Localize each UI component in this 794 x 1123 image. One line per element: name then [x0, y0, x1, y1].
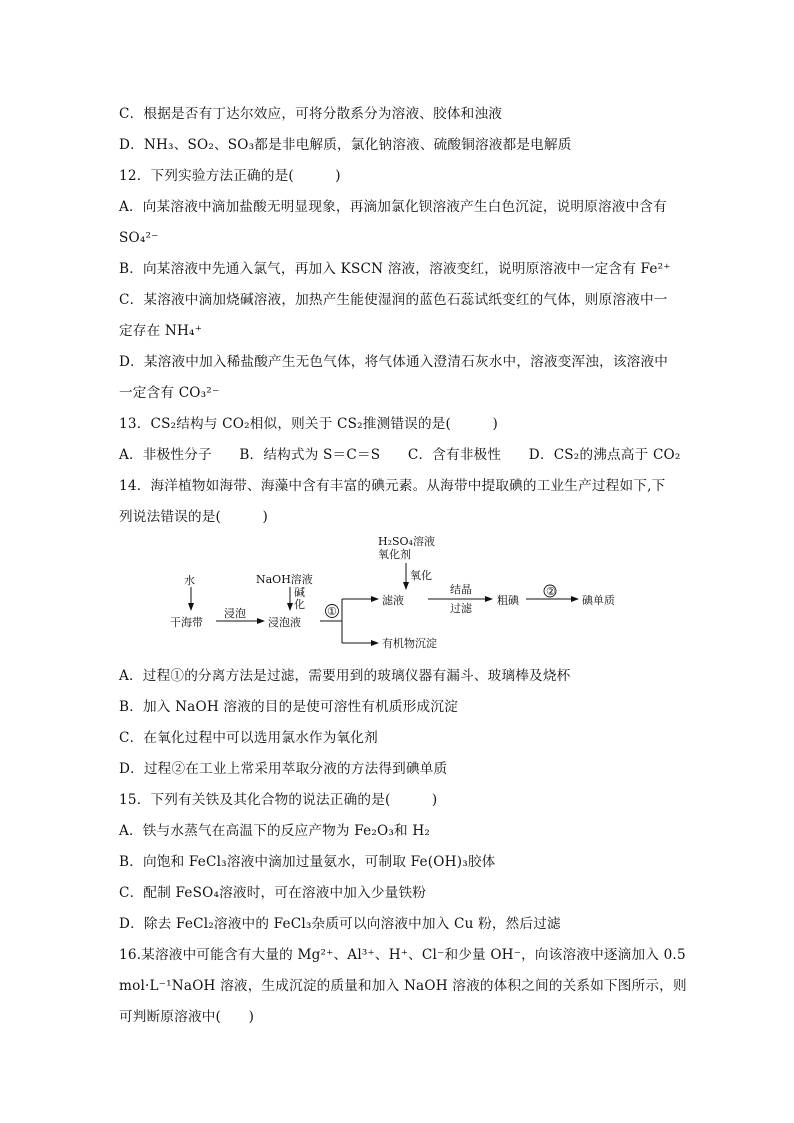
label-h2so4: H₂SO₄溶液 [378, 535, 435, 548]
label-step1: ① [327, 605, 337, 618]
option-12a: A．向某溶液中滴加盐酸无明显现象，再滴加氯化钡溶液产生白色沉淀，说明原溶液中含有 [119, 199, 667, 215]
label-step2: ② [546, 585, 556, 598]
option-12c: C．某溶液中滴加烧碱溶液，加热产生能使湿润的蓝色石蕊试纸变红的气体，则原溶液中一 [119, 292, 668, 308]
question-14: 14．海洋植物如海带、海藻中含有丰富的碘元素。从海带中提取碘的工业生产过程如下,下 [119, 478, 666, 494]
label-alkali-1: 碱 [294, 586, 305, 599]
option-14d: D．过程②在工业上常采用萃取分液的方法得到碘单质 [119, 761, 448, 777]
label-water: 水 [184, 574, 195, 587]
option-14b: B．加入 NaOH 溶液的目的是使可溶性有机质形成沉淀 [119, 699, 458, 715]
iodine-extraction-flow-diagram [160, 533, 640, 655]
question-15: 15．下列有关铁及其化合物的说法正确的是( ) [119, 792, 438, 808]
label-crystal: 结晶 [450, 583, 472, 596]
label-naoh: NaOH溶液 [256, 573, 313, 586]
options-13: A．非极性分子 B．结构式为 S＝C＝S C．含有非极性 D．CS₂的沸点高于 CO₂ [119, 447, 681, 463]
label-oxidant: 氧化剂 [378, 548, 411, 561]
label-soak-liquid: 浸泡液 [268, 616, 301, 629]
option-12d: D．某溶液中加入稀盐酸产生无色气体，将气体通入澄清石灰水中，溶液变浑浊，该溶液中 [119, 354, 669, 370]
option-12a-cont: SO₄²⁻ [119, 230, 159, 246]
option-15a: A．铁与水蒸气在高温下的反应产物为 Fe₂O₃和 H₂ [119, 823, 431, 839]
option-11d: D．NH₃、SO₂、SO₃都是非电解质，氯化钠溶液、硫酸铜溶液都是电解质 [119, 137, 572, 153]
label-filtrate: 滤液 [382, 594, 404, 607]
option-15c: C．配制 FeSO₄溶液时，可在溶液中加入少量铁粉 [119, 885, 427, 901]
option-15d: D．除去 FeCl₂溶液中的 FeCl₃杂质可以向溶液中加入 Cu 粉，然后过滤 [119, 916, 561, 932]
option-14a: A．过程①的分离方法是过滤，需要用到的玻璃仪器有漏斗、玻璃棒及烧杯 [119, 668, 571, 684]
question-12: 12．下列实验方法正确的是( ) [119, 168, 341, 184]
label-organic: 有机物沉淀 [382, 637, 437, 650]
question-16: 16.某溶液中可能含有大量的 Mg²⁺、Al³⁺、H⁺、Cl⁻和少量 OH⁻，向该溶液中逐滴加入 0.5 [119, 947, 686, 963]
label-alkali-2: 化 [294, 598, 305, 611]
option-12b: B．向某溶液中先通入氯气，再加入 KSCN 溶液，溶液变红，说明原溶液中一定含有 Fe²⁺ [119, 261, 671, 277]
label-iodine: 碘单质 [582, 594, 615, 607]
option-12d-cont: 一定含有 CO₃²⁻ [119, 385, 220, 401]
option-15b: B．向饱和 FeCl₃溶液中滴加过量氨水，可制取 Fe(OH)₃胶体 [119, 854, 496, 870]
question-13: 13．CS₂结构与 CO₂相似，则关于 CS₂推测错误的是( ) [119, 416, 498, 432]
label-kelp: 干海带 [170, 616, 203, 629]
label-filter: 过滤 [450, 602, 472, 615]
question-16-cont: mol·L⁻¹NaOH 溶液，生成沉淀的质量和加入 NaOH 溶液的体积之间的关系如下图所示，则 [119, 978, 687, 994]
option-14c: C．在氧化过程中可以选用氯水作为氧化剂 [119, 730, 378, 746]
label-oxidize: 氧化 [410, 569, 432, 582]
label-soak: 浸泡 [224, 607, 246, 620]
option-11c: C．根据是否有丁达尔效应，可将分散系分为溶液、胶体和浊液 [119, 106, 503, 122]
label-crude: 粗碘 [497, 594, 519, 607]
option-12c-cont: 定存在 NH₄⁺ [119, 323, 203, 339]
question-14-cont: 列说法错误的是( ) [119, 509, 268, 525]
question-16-cont2: 可判断原溶液中( ) [119, 1009, 255, 1025]
